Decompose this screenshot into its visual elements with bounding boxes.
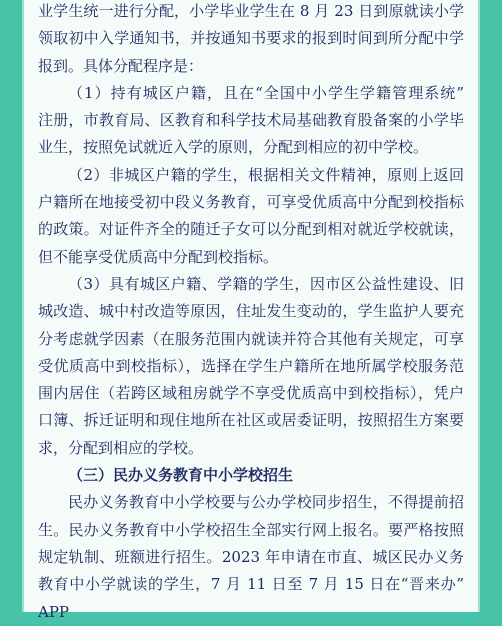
text-line: 受优质高中到校指标），选择在学生户籍所在地所属学校服务范 [38,356,464,375]
section-heading: （三）民办义务教育中小学校招生 [68,466,294,485]
text-line: 求，分配到相应的学校。 [38,438,204,457]
text-line: 规定轨制、班额进行招生。2023 年申请在市直、城区民办义务 [38,547,464,566]
text-line: 生。民办义务教育中小学校招生全部实行网上报名。要严格按照 [38,520,464,539]
text-line: 分考虑就学因素（在服务范围内就读并符合其他有关规定，可享 [38,329,464,348]
paragraph-continued [38,0,464,80]
text-line: 围内居住（若跨区域租房就学不享受优质高中到校指标），凭户 [38,384,464,403]
text-line: （2）非城区户籍的学生，根据相关文件精神，原则上返回 [68,165,464,184]
text-line: 户籍所在地接受初中段义务教育，可享受优质高中分配到校指标 [38,193,464,212]
section-paragraph [38,489,464,621]
document-body [38,0,464,621]
text-line: （1）持有城区户籍，且在“全国中小学生学籍管理系统” [68,83,464,102]
paragraph-item-3 [38,271,464,462]
text-line: 教育中小学就读的学生，7 月 11 日至 7 月 15 日在“晋来办” APP [38,575,464,621]
paragraph-item-2 [38,162,464,271]
text-line: 城改造、城中村改造等原因，住址发生变动的，学生监护人要充 [38,302,464,321]
text-line: 注册，市教育局、区教育和科学技术局基础教育股备案的小学毕 [38,111,464,130]
text-line: 但不能享受优质高中分配到校指标。 [38,247,279,266]
text-line: 口簿、拆迁证明和现住地所在社区或居委证明，按照招生方案要 [38,411,464,430]
text-line: （3）具有城区户籍、学籍的学生，因市区公益性建设、旧 [68,274,464,293]
text-line: 报到。具体分配程序是： [38,56,204,75]
text-line: 的政策。对证件齐全的随迁子女可以分配到相对就近学校就读， [38,220,464,239]
text-line: 领取初中入学通知书，并按通知书要求的报到时间到所分配中学 [38,29,464,48]
text-line: 业学生统一进行分配，小学毕业学生在 8 月 23 日到原就读小学 [38,2,464,20]
text-line: 民办义务教育中小学校要与公办学校同步招生，不得提前招 [68,493,464,512]
text-line: 业生，按照免试就近入学的原则，分配到相应的初中学校。 [38,138,429,157]
paragraph-item-1 [38,80,464,162]
